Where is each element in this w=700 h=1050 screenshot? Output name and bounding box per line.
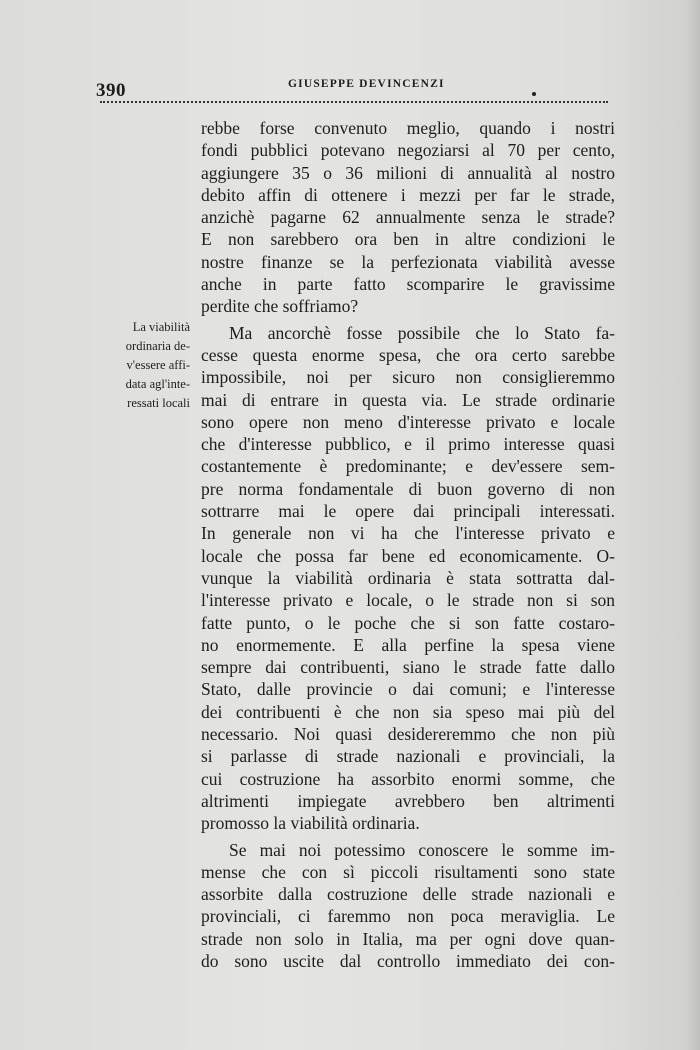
text-line: impossibile, noi per sicuro non consiglieremmo [201, 367, 615, 388]
text-line: cesse questa enorme spesa, che ora certo sarebbe [201, 344, 615, 365]
text-line: pre norma fondamentale di buon governo di non [201, 478, 615, 499]
text-line: Stato, dalle provincie o dai comuni; e l'interesse [201, 679, 615, 700]
text-line: promosso la viabilità ordinaria. [201, 813, 420, 834]
margin-note-line: data agl'inte- [125, 377, 190, 391]
text-line: si parlasse di strade nazionali e provinciali, la [201, 746, 615, 767]
text-line: strade non solo in Italia, ma per ogni dove quan- [201, 928, 615, 949]
margin-note-line: ordinaria de- [125, 339, 190, 353]
page-header [96, 74, 608, 104]
margin-note-line: La viabilità [132, 320, 190, 334]
text-line: mense che con sì piccoli risultamenti sono state [201, 861, 615, 882]
margin-note-line: v'essere affi- [126, 358, 190, 372]
text-line: nostre finanze se la perfezionata viabilità avesse [201, 251, 615, 272]
text-line: necessario. Noi quasi desidereremmo che non più [201, 724, 615, 745]
header-rule [100, 101, 608, 103]
text-line: costantemente è predominante; e dev'essere sem- [201, 456, 615, 477]
text-line: altrimenti impiegate avrebbero ben altrimenti [201, 790, 615, 811]
page-number: 390 [96, 80, 126, 101]
text-line: aggiungere 35 o 36 milioni di annualità al nostro [201, 162, 615, 183]
text-line: Ma ancorchè fosse possibile che lo Stato fa- [229, 322, 615, 343]
text-line: che d'interesse pubblico, e il primo interesse quasi [201, 434, 615, 455]
text-line: anzichè pagarne 62 annualmente senza le strade? [201, 207, 615, 228]
text-line: debito affin di ottenere i mezzi per far le strade, [201, 184, 615, 205]
text-line: locale che possa far bene ed economicamente. O- [201, 545, 615, 566]
text-line: l'interesse privato e locale, o le strade non si son [201, 590, 615, 611]
text-line: do sono uscite dal controllo immediato dei con- [201, 950, 615, 971]
margin-note-line: ressati locali [127, 396, 190, 410]
body-text [201, 117, 615, 972]
text-line: sempre dai contribuenti, siano le strade fatte dallo [201, 657, 615, 678]
text-line: rebbe forse convenuto meglio, quando i nostri [201, 118, 615, 138]
paragraph-1 [201, 117, 615, 318]
text-line: cui costruzione ha assorbito enormi somme, che [201, 768, 615, 789]
text-line: fatte punto, o le poche che si son fatte costaro- [201, 612, 615, 633]
text-line: E non sarebbero ora ben in altre condizioni le [201, 229, 615, 250]
paragraph-2 [201, 322, 615, 835]
text-line: dei contribuenti è che non sia speso mai più del [201, 701, 615, 722]
text-line: vunque la viabilità ordinaria è stata sottratta dal- [201, 567, 615, 588]
text-line: fondi pubblici potevano negoziarsi al 70 per cento, [201, 140, 615, 161]
text-line: mai di entrare in questa via. Le strade ordinarie [201, 389, 615, 410]
text-line: Se mai noi potessimo conoscere le somme im- [229, 839, 615, 860]
text-line: perdite che soffriamo? [201, 296, 359, 317]
header-dot [532, 92, 536, 96]
text-line: sono opere non meno d'interesse privato e locale [201, 411, 615, 432]
text-line: no enormemente. E alla perfine la spesa viene [201, 634, 615, 655]
margin-note [108, 318, 190, 413]
text-line: assorbite dalla costruzione delle strade nazionali e [201, 884, 615, 905]
paragraph-3 [201, 839, 615, 973]
running-head: GIUSEPPE DEVINCENZI [288, 78, 445, 90]
text-line: In generale non vi ha che l'interesse privato e [201, 523, 615, 544]
page-edge-shadow [686, 0, 700, 1050]
text-line: sottrarre mai le opere dai principali interessati. [201, 501, 615, 522]
text-line: provinciali, ci faremmo non poca meraviglia. Le [201, 906, 615, 927]
text-line: anche in parte fatto scomparire le gravissime [201, 274, 615, 295]
